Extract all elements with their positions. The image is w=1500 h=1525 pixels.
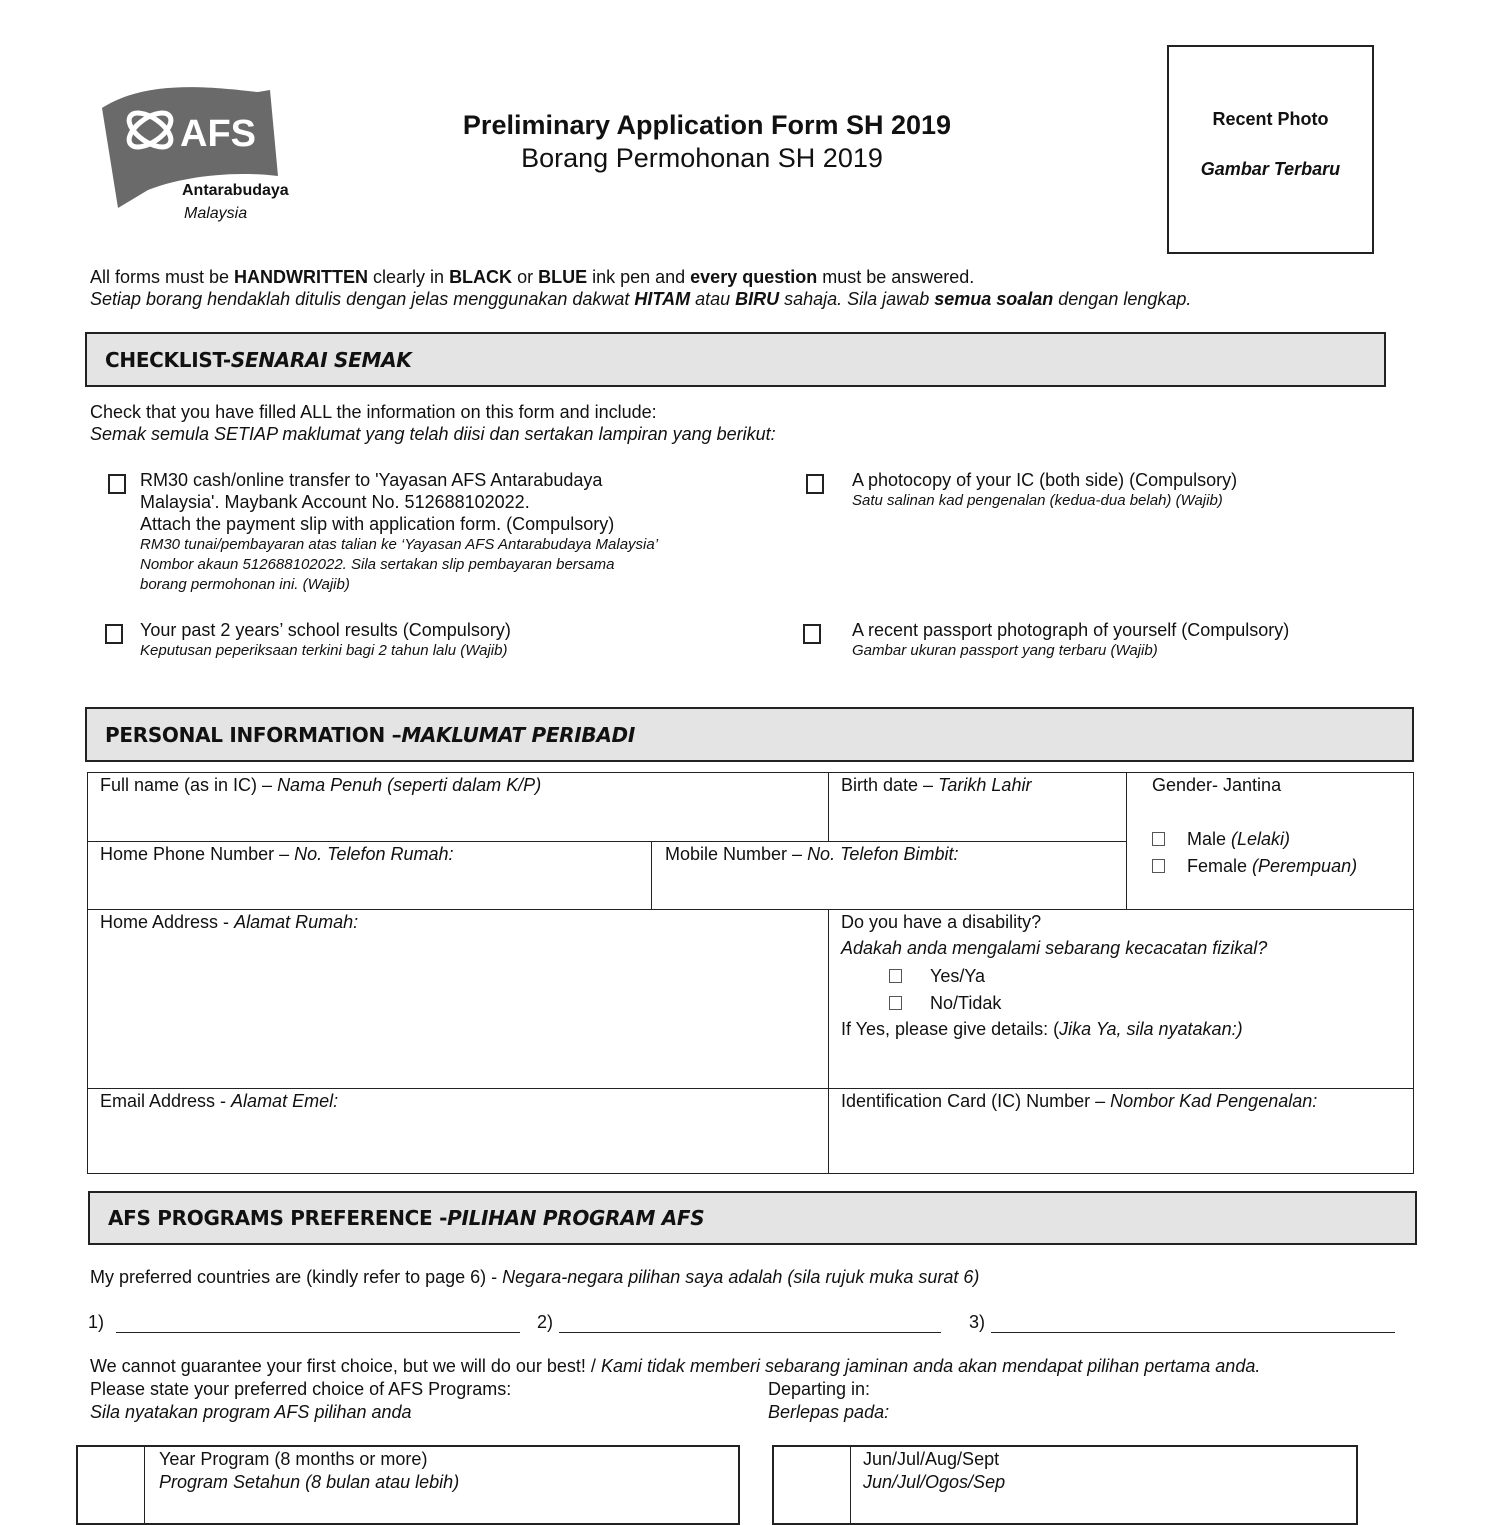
full-name-field[interactable]: Full name (as in IC) – Nama Penuh (seperti dalam K/P) [100,775,542,795]
depart-option-label: Jun/Jul/Aug/Sept [863,1449,1000,1469]
checkbox-female[interactable] [1152,859,1165,873]
birth-date-field[interactable]: Birth date – Tarikh Lahir [841,775,1032,795]
personal-info-header: PERSONAL INFORMATION – MAKLUMAT PERIBADI [85,707,1414,762]
photo-box[interactable] [1167,45,1374,254]
checklist-header: CHECKLIST- SENARAI SEMAK [85,332,1386,387]
checklist-item-school-results: Your past 2 years’ school results (Compulsory) Keputusan peperiksaan terkini bagi 2 tahun lalu (Wajib) [140,620,511,659]
checklist-item-passport-photo: A recent passport photograph of yourself (Compulsory) Gambar ukuran passport yang terbaru (Wajib) [852,620,1290,659]
program-option-row [76,1445,740,1525]
checkbox-payment[interactable] [108,474,126,494]
program-choice-label: Please state your preferred choice of AFS Programs: [90,1379,512,1399]
gender-label: Gender- Jantina [1152,775,1282,795]
country-choice-3[interactable]: 3) [969,1311,1395,1333]
instructions-ms: Setiap borang hendaklah ditulis dengan jelas menggunakan dakwat HITAM atau BIRU sahaja. Sila jawab semua soalan dengan lengkap. [90,289,1192,309]
programs-header: AFS PROGRAMS PREFERENCE - PILIHAN PROGRAM AFS [88,1191,1417,1245]
disability-question: Do you have a disability? [841,912,1042,932]
depart-option-label-ms: Jun/Jul/Ogos/Sep [863,1472,1006,1492]
program-option-label: Year Program (8 months or more) [159,1449,428,1469]
checkbox-male[interactable] [1152,832,1165,846]
guarantee-note: We cannot guarantee your first choice, but we will do our best! / Kami tidak memberi sebarang jaminan anda akan mendapat pilihan pertama anda. [90,1356,1261,1376]
checkbox-school-results[interactable] [105,624,123,644]
checklist-item-payment: RM30 cash/online transfer to 'Yayasan AFS Antarabudaya Malaysia'. Maybank Account No. 512688102022. Attach the payment slip with application form. (Compulsory) RM30 tunai/pembayaran atas talian ke ‘Yayasan AFS Antarabudaya Malaysia’ Nombor akaun 512688102022. Sila sertakan slip pembayaran bersama borang permohonan ini. (Wajib) [140,470,659,593]
program-option-checkbox[interactable] [78,1447,145,1523]
instructions-en: All forms must be HANDWRITTEN clearly in BLACK or BLUE ink pen and every question must be answered. [90,267,975,287]
disability-no-option[interactable]: No/Tidak [889,992,1001,1014]
country-choice-2[interactable]: 2) [537,1311,941,1333]
checklist-intro: Check that you have filled ALL the information on this form and include: [90,402,657,422]
gender-male-option[interactable]: Male (Lelaki) [1152,828,1290,850]
checklist-item-ic-copy: A photocopy of your IC (both side) (Compulsory) Satu salinan kad pengenalan (kedua-dua belah) (Wajib) [852,470,1238,509]
disability-yes-option[interactable]: Yes/Ya [889,965,985,987]
gender-female-option[interactable]: Female (Perempuan) [1152,855,1357,877]
checkbox-yes[interactable] [889,969,902,983]
checkbox-ic-copy[interactable] [806,474,824,494]
disability-question-ms: Adakah anda mengalami sebarang kecacatan fizikal? [841,938,1268,958]
checkbox-passport-photo[interactable] [803,624,821,644]
home-address-field[interactable]: Home Address - Alamat Rumah: [100,912,359,932]
program-choice-label-ms: Sila nyatakan program AFS pilihan anda [90,1402,412,1422]
departing-label-ms: Berlepas pada: [768,1402,890,1422]
photo-label: Recent Photo [1212,109,1329,129]
departing-label: Departing in: [768,1379,871,1399]
depart-option-checkbox[interactable] [774,1447,851,1523]
country-choice-1[interactable]: 1) [88,1311,520,1333]
page-title: Preliminary Application Form SH 2019 [462,110,952,140]
preferred-countries-label: My preferred countries are (kindly refer to page 6) - Negara-negara pilihan saya adalah (sila rujuk muka surat 6) [90,1267,980,1287]
checkbox-no[interactable] [889,996,902,1010]
home-phone-field[interactable]: Home Phone Number – No. Telefon Rumah: [100,844,454,864]
email-field[interactable]: Email Address - Alamat Emel: [100,1091,339,1111]
disability-details-field[interactable]: If Yes, please give details: (Jika Ya, sila nyatakan:) [841,1019,1243,1039]
page-subtitle: Borang Permohonan SH 2019 [521,143,883,173]
checklist-intro-ms: Semak semula SETIAP maklumat yang telah diisi dan sertakan lampiran yang berikut: [90,424,776,444]
svg-text:AFS: AFS [180,113,256,155]
mobile-field[interactable]: Mobile Number – No. Telefon Bimbit: [665,844,959,864]
photo-label-ms: Gambar Terbaru [1200,159,1341,179]
logo-subtext: Malaysia [184,205,248,222]
ic-number-field[interactable]: Identification Card (IC) Number – Nombor Kad Pengenalan: [841,1091,1318,1111]
program-option-label-ms: Program Setahun (8 bulan atau lebih) [159,1472,460,1492]
depart-option-row [772,1445,1358,1525]
logo-text: Antarabudaya [182,182,289,199]
